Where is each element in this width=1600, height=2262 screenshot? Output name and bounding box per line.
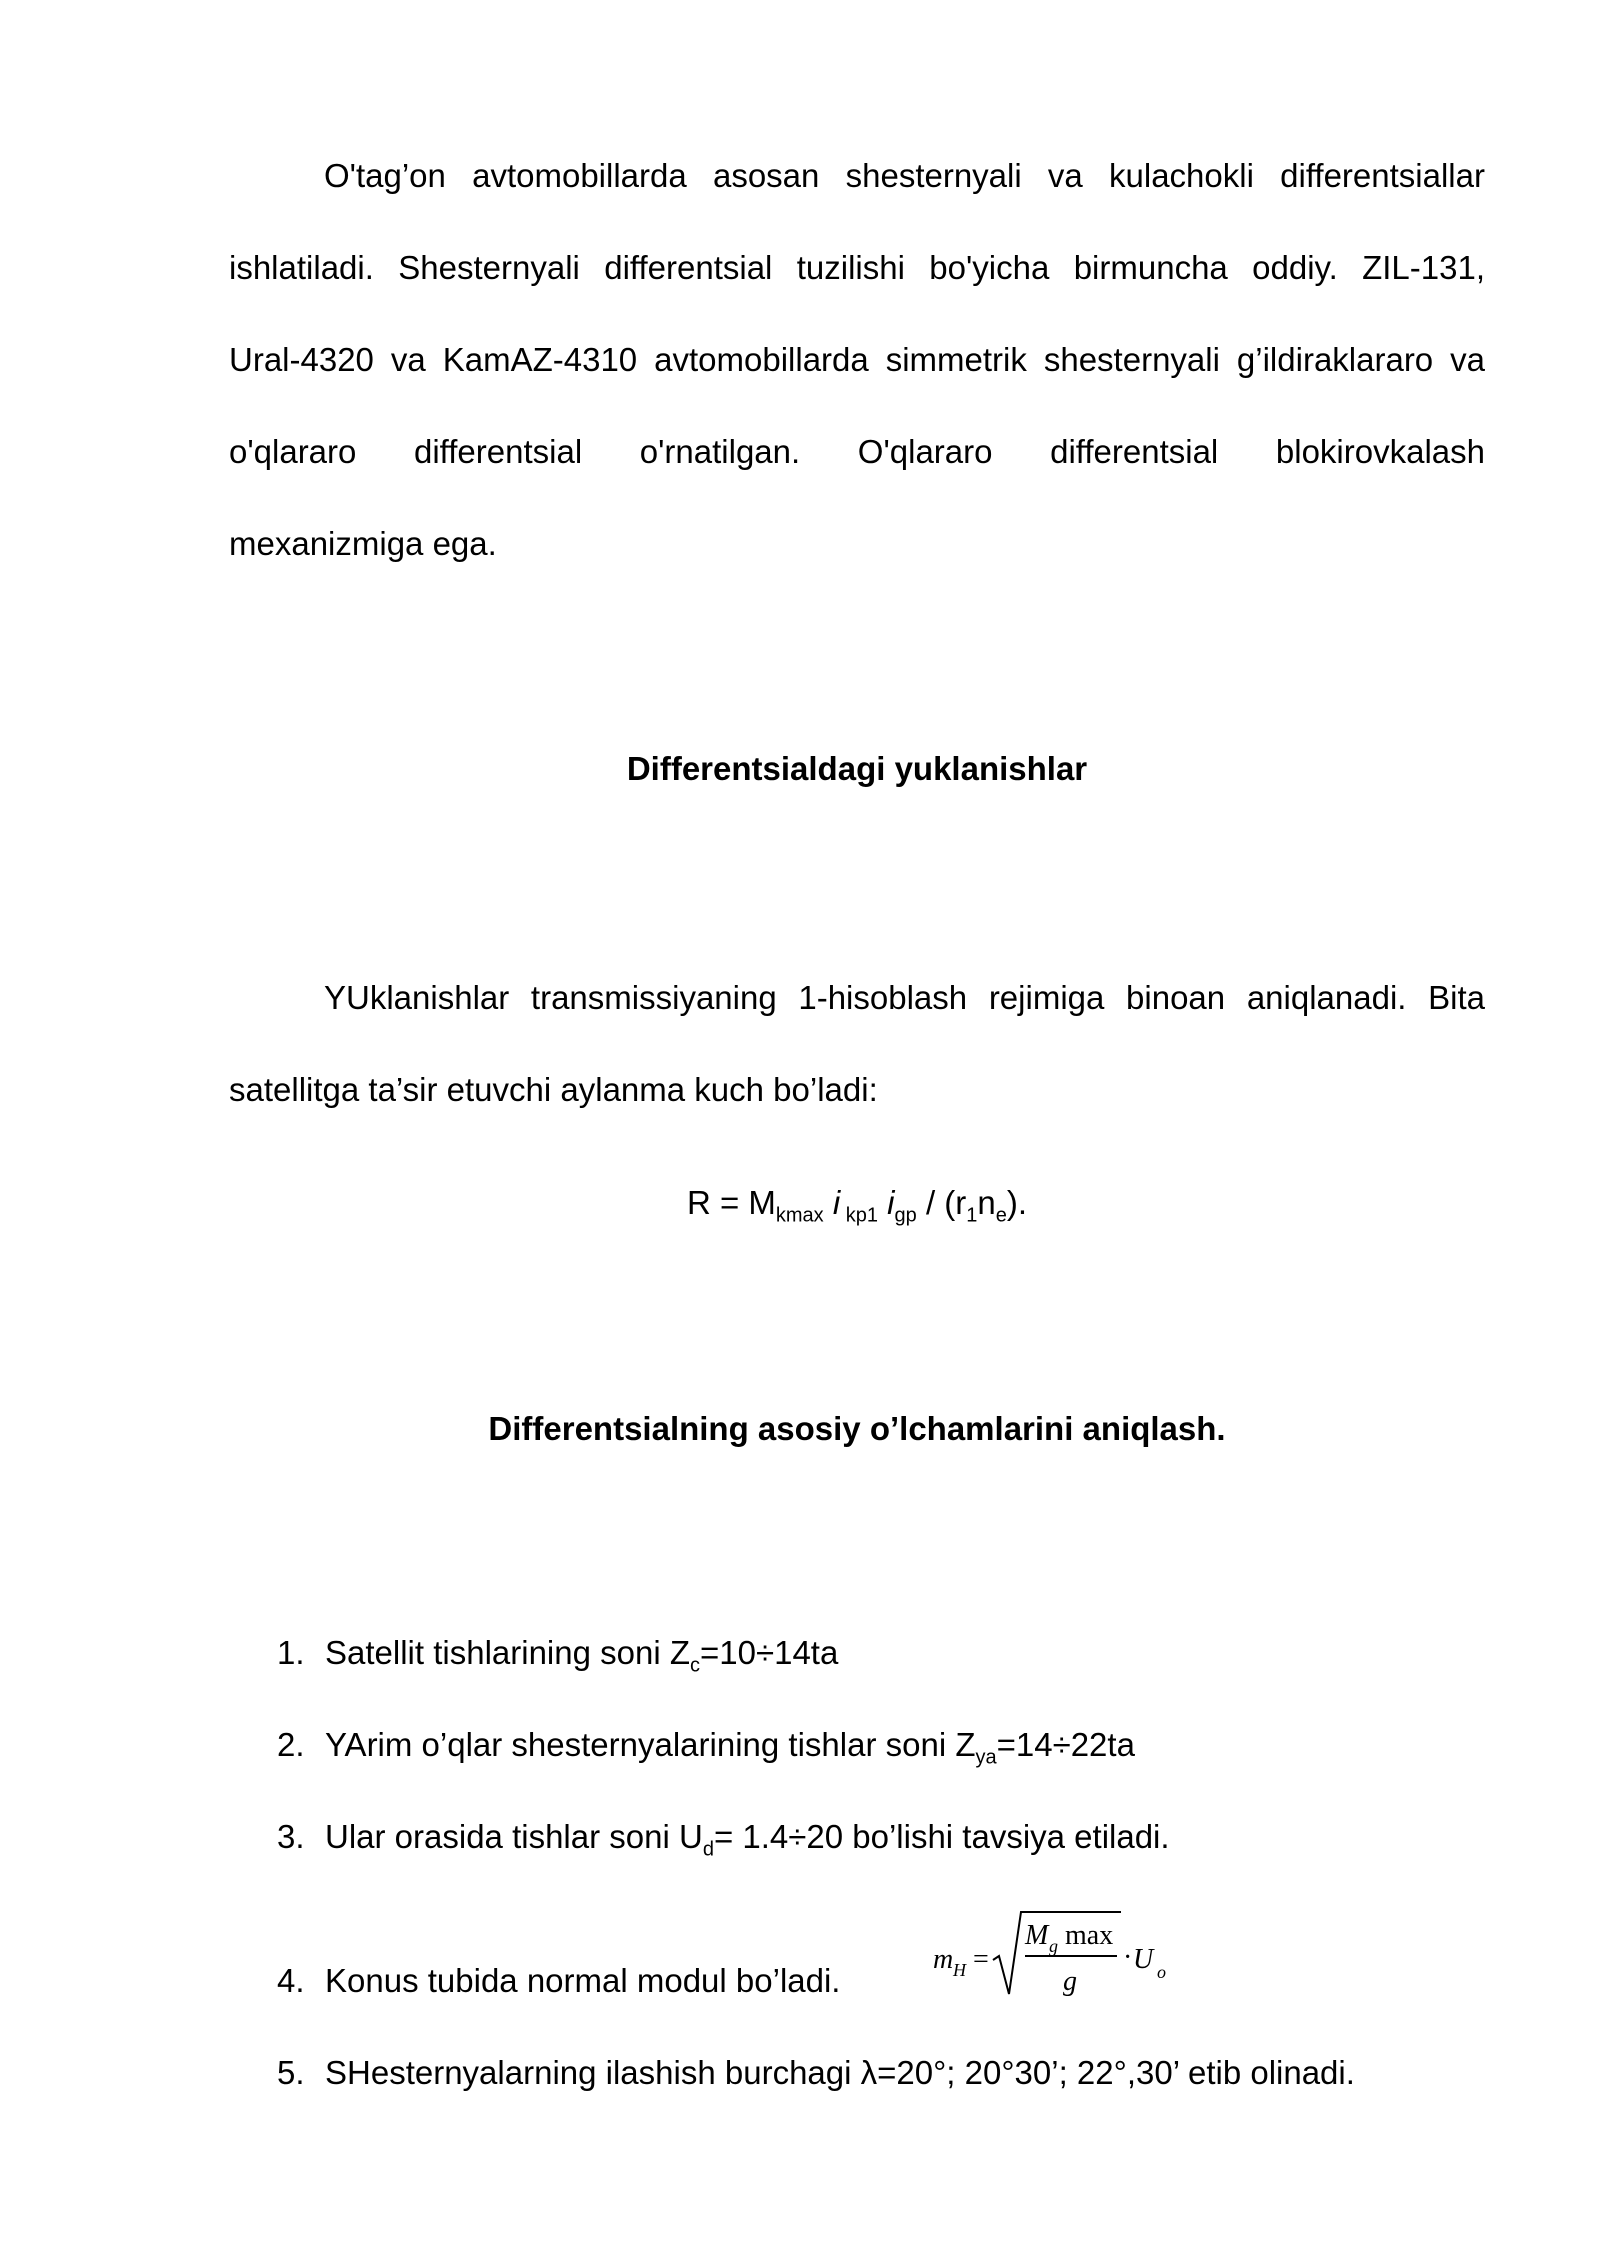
paragraph-line: Ural-4320 va KamAZ-4310 avtomobillarda simmetrik shesternyali g’ildiraklararo va	[229, 341, 1485, 378]
list-number: 3.	[277, 1818, 305, 1855]
list-number: 4.	[277, 1962, 305, 1999]
list-number: 1.	[277, 1634, 305, 1671]
paragraph-line: satellitga ta’sir etuvchi aylanma kuch bo’ladi:	[229, 1071, 878, 1108]
paragraph-line: YUklanishlar transmissiyaning 1-hisoblash rejimiga binoan aniqlanadi. Bita	[324, 979, 1485, 1016]
list-text: Satellit tishlarining soni $Z_c=10\div 14ta$	[325, 1634, 839, 1677]
paragraph-loads	[229, 952, 1485, 1136]
formula-text: / (r	[925, 1184, 967, 1221]
formula-italic: i	[887, 1184, 895, 1221]
list-text: YArim o’qlar shesternyalarining tishlar soni $Z_{ya}=14\div 22ta$	[325, 1726, 1135, 1769]
formula-symbol: ·	[1123, 1942, 1133, 1973]
formula-subscript: H	[953, 1960, 966, 1980]
list-item	[229, 1818, 1485, 1878]
formula-symbol: M	[1025, 1920, 1049, 1951]
section-heading: Differentsialning asosiy o’lchamlarini aniqlash.	[488, 1410, 1226, 1447]
list-item	[229, 2054, 1485, 2114]
formula-symbol: U	[1133, 1944, 1154, 1975]
formula-subscript: o	[1157, 1962, 1166, 1982]
list-item	[229, 1726, 1485, 1786]
formula-text: R = M	[686, 1184, 776, 1221]
list-text: SHesternyalarning ilashish burchagi λ=20°; 20°30’; 22°,30’ etib olinadi.	[325, 2054, 1355, 2091]
formula-symbol: g	[1063, 1966, 1077, 1997]
formula-text: ).	[1006, 1184, 1028, 1221]
paragraph-line: O'tag’on avtomobillarda asosan shesternyali va kulachokli differentsiallar	[324, 157, 1485, 194]
list-item	[229, 1634, 1485, 1694]
section-heading: Differentsialdagi yuklanishlar	[626, 750, 1088, 787]
formula-symbol: max	[1065, 1920, 1114, 1951]
list-text: Konus tubida normal modul bo’ladi.	[325, 1962, 841, 1999]
formula-italic: i	[832, 1184, 841, 1221]
formula-subscript: e	[995, 1204, 1007, 1227]
formula-symbol: =	[973, 1944, 989, 1975]
paragraph-line: ishlatiladi. Shesternyali differentsial tuzilishi bo'yicha birmuncha oddiy. ZIL-131,	[229, 249, 1485, 286]
formula-subscript: 1	[966, 1204, 978, 1227]
formula-subscript: gp	[894, 1204, 917, 1227]
force-formula	[229, 1184, 1485, 1228]
formula-subscript: kmax	[775, 1204, 824, 1227]
paragraph-line: mexanizmiga ega.	[229, 525, 497, 562]
paragraph-intro	[229, 130, 1485, 590]
list-number: 5.	[277, 2054, 305, 2091]
list-item	[229, 1962, 1485, 2022]
formula-subscript: kp1	[840, 1204, 878, 1227]
list-text: Ular orasida tishlar soni $U_d= 1.4\div 20$ bo’lishi tavsiya etiladi.	[325, 1818, 1170, 1861]
formula-subscript: g	[1049, 1936, 1058, 1956]
module-formula	[925, 1900, 1185, 2010]
list-number: 2.	[277, 1726, 305, 1763]
formula-text: n	[977, 1184, 996, 1221]
formula-symbol: m	[933, 1944, 954, 1975]
paragraph-line: o'qlararo differentsial o'rnatilgan. O'qlararo differentsial blokirovkalash	[229, 433, 1485, 470]
